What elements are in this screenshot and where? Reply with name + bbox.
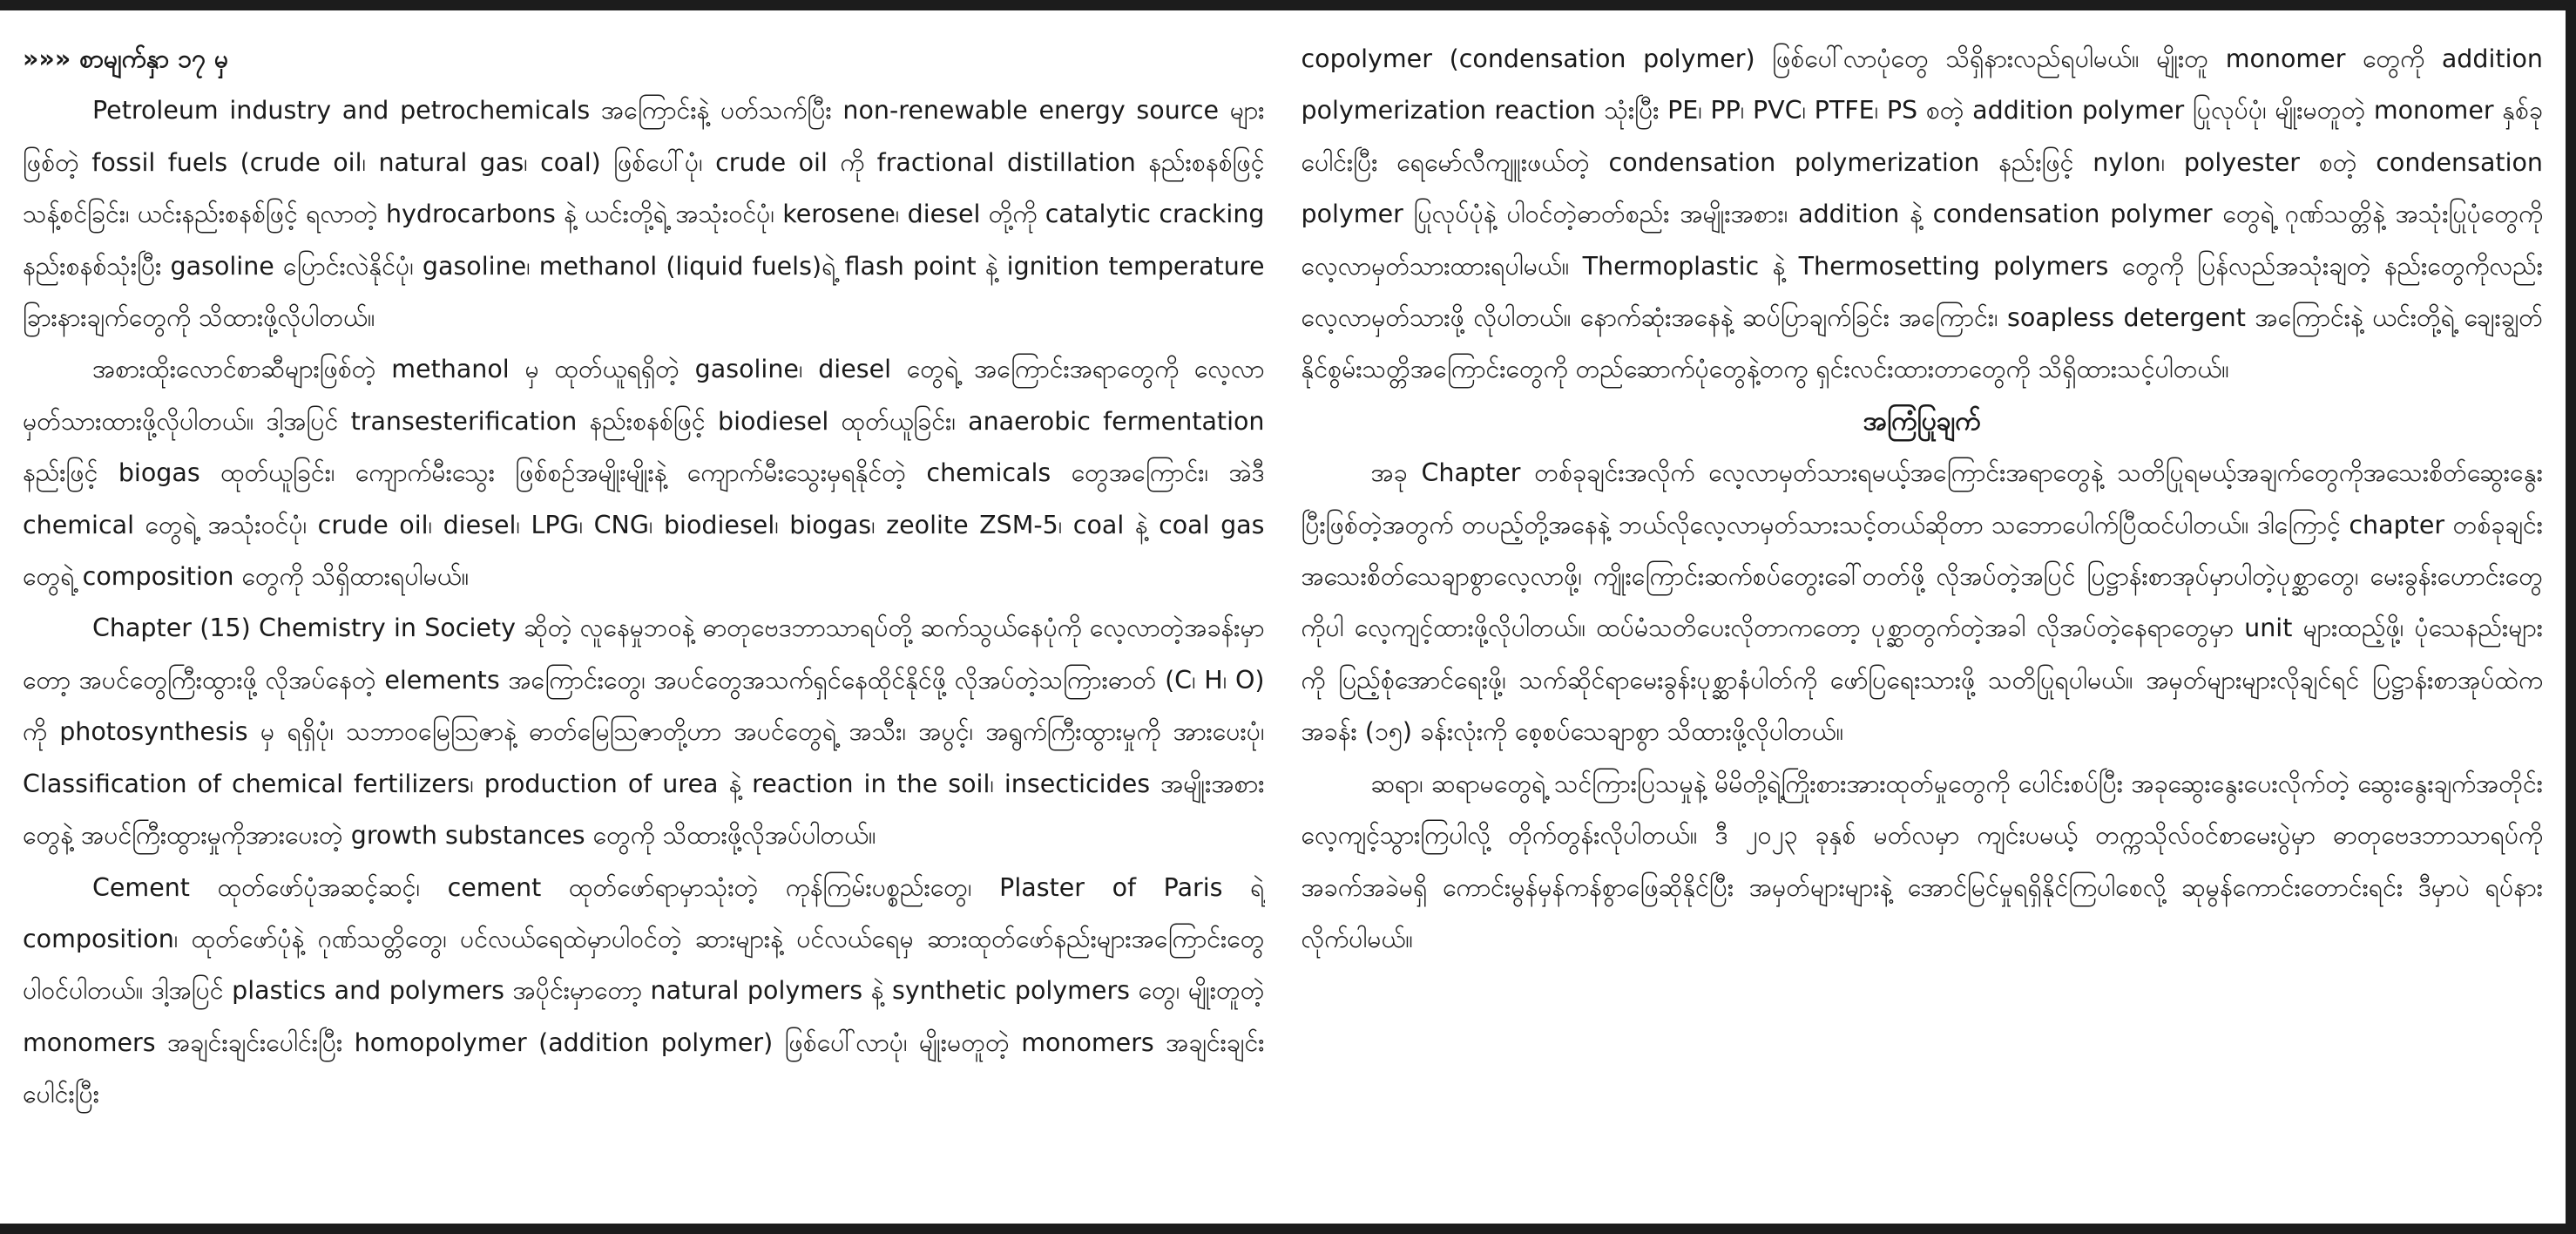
paragraph-study-advice: အခု Chapter တစ်ခုချင်းအလိုက် လေ့လာမှတ်သားရမယ့်အကြောင်းအရာတွေနဲ့ သတိပြုရမယ့်အချက်တွေကိုအသေးစိတ်ဆွေးနွေးပြီးဖြစ်တဲ့အတွက် တပည့်တို့အနေနဲ့ ဘယ်လိုလေ့လာမှတ်သားသင့်တယ်ဆိုတာ သဘောပေါက်ပြီထင်ပါတယ်။ ဒါကြောင့် chapter တစ်ခုချင်း အသေးစိတ်သေချာစွာလေ့လာဖို့၊ ကျိုးကြောင်းဆက်စပ်တွေးခေါ်တတ်ဖို့ လိုအပ်တဲ့အပြင် ပြဋ္ဌာန်းစာအုပ်မှာပါတဲ့ပုစ္ဆာတွေ၊ မေးခွန်းဟောင်းတွေကိုပါ လေ့ကျင့်ထားဖို့လိုပါတယ်။ ထပ်မံသတိပေးလိုတာကတော့ ပုစ္ဆာတွက်တဲ့အခါ လိုအပ်တဲ့နေရာတွေမှာ unit များထည့်ဖို့၊ ပုံသေနည်းများကို ပြည့်စုံအောင်ရေးဖို့၊ သက်ဆိုင်ရာမေးခွန်းပုစ္ဆာနံပါတ်ကို ဖော်ပြရေးသားဖို့ သတိပြုရပါမယ်။ အမှတ်များများလိုချင်ရင် ပြဋ္ဌာန်းစာအုပ်ထဲက အခန်း (၁၅) ခန်းလုံးကို စေ့စပ်သေချာစွာ သိထားဖို့လိုပါတယ်။ <box>1301 458 2543 747</box>
left-column <box>23 33 1265 1220</box>
paragraph-closing-wishes: ဆရာ၊ ဆရာမတွေရဲ့ သင်ကြားပြသမှုနဲ့ မိမိတို့ရဲ့ကြိုးစားအားထုတ်မှုတွေကို ပေါင်းစပ်ပြီး အခုဆွေးနွေးပေးလိုက်တဲ့ ဆွေးနွေးချက်အတိုင်း လေ့ကျင့်သွားကြပါလို့ တိုက်တွန်းလိုပါတယ်။ ဒီ ၂၀၂၃ ခုနှစ် မတ်လမှာ ကျင်းပမယ့် တက္ကသိုလ်ဝင်စာမေးပွဲမှာ ဓာတုဗေဒဘာသာရပ်ကို အခက်အခဲမရှိ ကောင်းမွန်မှန်ကန်စွာဖြေဆိုနိုင်ပြီး အမှတ်များများနဲ့ အောင်မြင်မှုရရှိနိုင်ကြပါစေလို့ ဆုမွန်ကောင်းတောင်းရင်း ဒီမှာပဲ ရပ်နားလိုက်ပါမယ်။ <box>1301 769 2543 953</box>
continuation-note: »»» စာမျက်နှာ ၁၇ မှ <box>23 44 229 73</box>
section-heading-recommendation: အကြံပြုချက် <box>1863 405 1981 437</box>
paragraph-polymers-continued: copolymer (condensation polymer) ဖြစ်ပေါ်လာပုံတွေ သိရှိနားလည်ရပါမယ်။ မျိုးတူ monomer တွေကို addition polymerization reaction သုံးပြီး PE၊ PP၊ PVC၊ PTFE၊ PS စတဲ့ addition polymer ပြုလုပ်ပုံ၊ မျိုးမတူတဲ့ monomer နှစ်ခုပေါင်းပြီး ရေမော်လီကျူးဖယ်တဲ့ condensation polymerization နည်းဖြင့် nylon၊ polyester စတဲ့ condensation polymer ပြုလုပ်ပုံနဲ့ ပါဝင်တဲ့ဓာတ်စည်း အမျိုးအစား၊ addition နဲ့ condensation polymer တွေရဲ့ ဂုဏ်သတ္တိနဲ့ အသုံးပြုပုံတွေကို လေ့လာမှတ်သားထားရပါမယ်။ Thermoplastic နဲ့ Thermosetting polymers တွေကို ပြန်လည်အသုံးချတဲ့ နည်းတွေကိုလည်း လေ့လာမှတ်သားဖို့ လိုပါတယ်။ နောက်ဆုံးအနေနဲ့ ဆပ်ပြာချက်ခြင်း အကြောင်း၊ soapless detergent အကြောင်းနဲ့ ယင်းတို့ရဲ့ ချေးချွတ်နိုင်စွမ်းသတ္တိအကြောင်းတွေကို တည်ဆောက်ပုံတွေနဲ့တကွ ရှင်းလင်းထားတာတွေကို သိရှိထားသင့်ပါတယ်။ <box>1301 44 2543 384</box>
paragraph-petroleum: Petroleum industry and petrochemicals အကြောင်းနဲ့ ပတ်သက်ပြီး non-renewable energy source များဖြစ်တဲ့ fossil fuels (crude oil၊ natural gas၊ coal) ဖြစ်ပေါ်ပုံ၊ crude oil ကို fractional distillation နည်းစနစ်ဖြင့် သန့်စင်ခြင်း၊ ယင်းနည်းစနစ်ဖြင့် ရလာတဲ့ hydrocarbons နဲ့ ယင်းတို့ရဲ့ အသုံးဝင်ပုံ၊ kerosene၊ diesel တို့ကို catalytic cracking နည်းစနစ်သုံးပြီး gasoline ပြောင်းလဲနိုင်ပုံ၊ gasoline၊ methanol (liquid fuels)ရဲ့ flash point နဲ့ ignition temperature ခြားနားချက်တွေကို သိထားဖို့လိုပါတယ်။ <box>23 96 1265 333</box>
paragraph-alternative-fuels: အစားထိုးလောင်စာဆီများဖြစ်တဲ့ methanol မှ ထုတ်ယူရရှိတဲ့ gasoline၊ diesel တွေရဲ့ အကြောင်းအရာတွေကို လေ့လာမှတ်သားထားဖို့လိုပါတယ်။ ဒါ့အပြင် transesterification နည်းစနစ်ဖြင့် biodiesel ထုတ်ယူခြင်း၊ anaerobic fermentation နည်းဖြင့် biogas ထုတ်ယူခြင်း၊ ကျောက်မီးသွေး ဖြစ်စဉ်အမျိုးမျိုးနဲ့ ကျောက်မီးသွေးမှရနိုင်တဲ့ chemicals တွေအကြောင်း၊ အဲဒီ chemical တွေရဲ့ အသုံးဝင်ပုံ၊ crude oil၊ diesel၊ LPG၊ CNG၊ biodiesel၊ biogas၊ zeolite ZSM-5၊ coal နဲ့ coal gas တွေရဲ့ composition တွေကို သိရှိထားရပါမယ်။ <box>23 355 1265 592</box>
paragraph-cement-polymers: Cement ထုတ်ဖော်ပုံအဆင့်ဆင့်၊ cement ထုတ်ဖော်ရာမှာသုံးတဲ့ ကုန်ကြမ်းပစ္စည်းတွေ၊ Plaster of Paris ရဲ့ composition၊ ထုတ်ဖော်ပုံနဲ့ ဂုဏ်သတ္တိတွေ၊ ပင်လယ်ရေထဲမှာပါဝင်တဲ့ ဆားများနဲ့ ပင်လယ်ရေမှ ဆားထုတ်ဖော်နည်းများအကြောင်းတွေ ပါဝင်ပါတယ်။ ဒါ့အပြင် plastics and polymers အပိုင်းမှာတော့ natural polymers နဲ့ synthetic polymers တွေ၊ မျိုးတူတဲ့ monomers အချင်းချင်းပေါင်းပြီး homopolymer (addition polymer) ဖြစ်ပေါ်လာပုံ၊ မျိုးမတူတဲ့ monomers အချင်းချင်းပေါင်းပြီး <box>23 872 1265 1109</box>
right-column <box>1302 33 2544 1220</box>
article-body <box>23 33 2543 1220</box>
paragraph-chemistry-in-society: Chapter (15) Chemistry in Society ဆိုတဲ့ လူနေမှုဘဝနဲ့ ဓာတုဗေဒဘာသာရပ်တို့ ဆက်သွယ်နေပုံကို လေ့လာတဲ့အခန်းမှာတော့ အပင်တွေကြီးထွားဖို့ လိုအပ်နေတဲ့ elements အကြောင်းတွေ၊ အပင်တွေအသက်ရှင်နေထိုင်နိုင်ဖို့ လိုအပ်တဲ့သကြားဓာတ် (C၊ H၊ O) ကို photosynthesis မှ ရရှိပုံ၊ သဘာဝမြေသြဇာနဲ့ ဓာတ်မြေသြဇာတို့ဟာ အပင်တွေရဲ့ အသီး၊ အပွင့်၊ အရွက်ကြီးထွားမှုကို အားပေးပုံ၊ Classification of chemical fertilizers၊ production of urea နဲ့ reaction in the soil၊ insecticides အမျိုးအစားတွေနဲ့ အပင်ကြီးထွားမှုကိုအားပေးတဲ့ growth substances တွေကို သိထားဖို့လိုအပ်ပါတယ်။ <box>23 614 1265 851</box>
